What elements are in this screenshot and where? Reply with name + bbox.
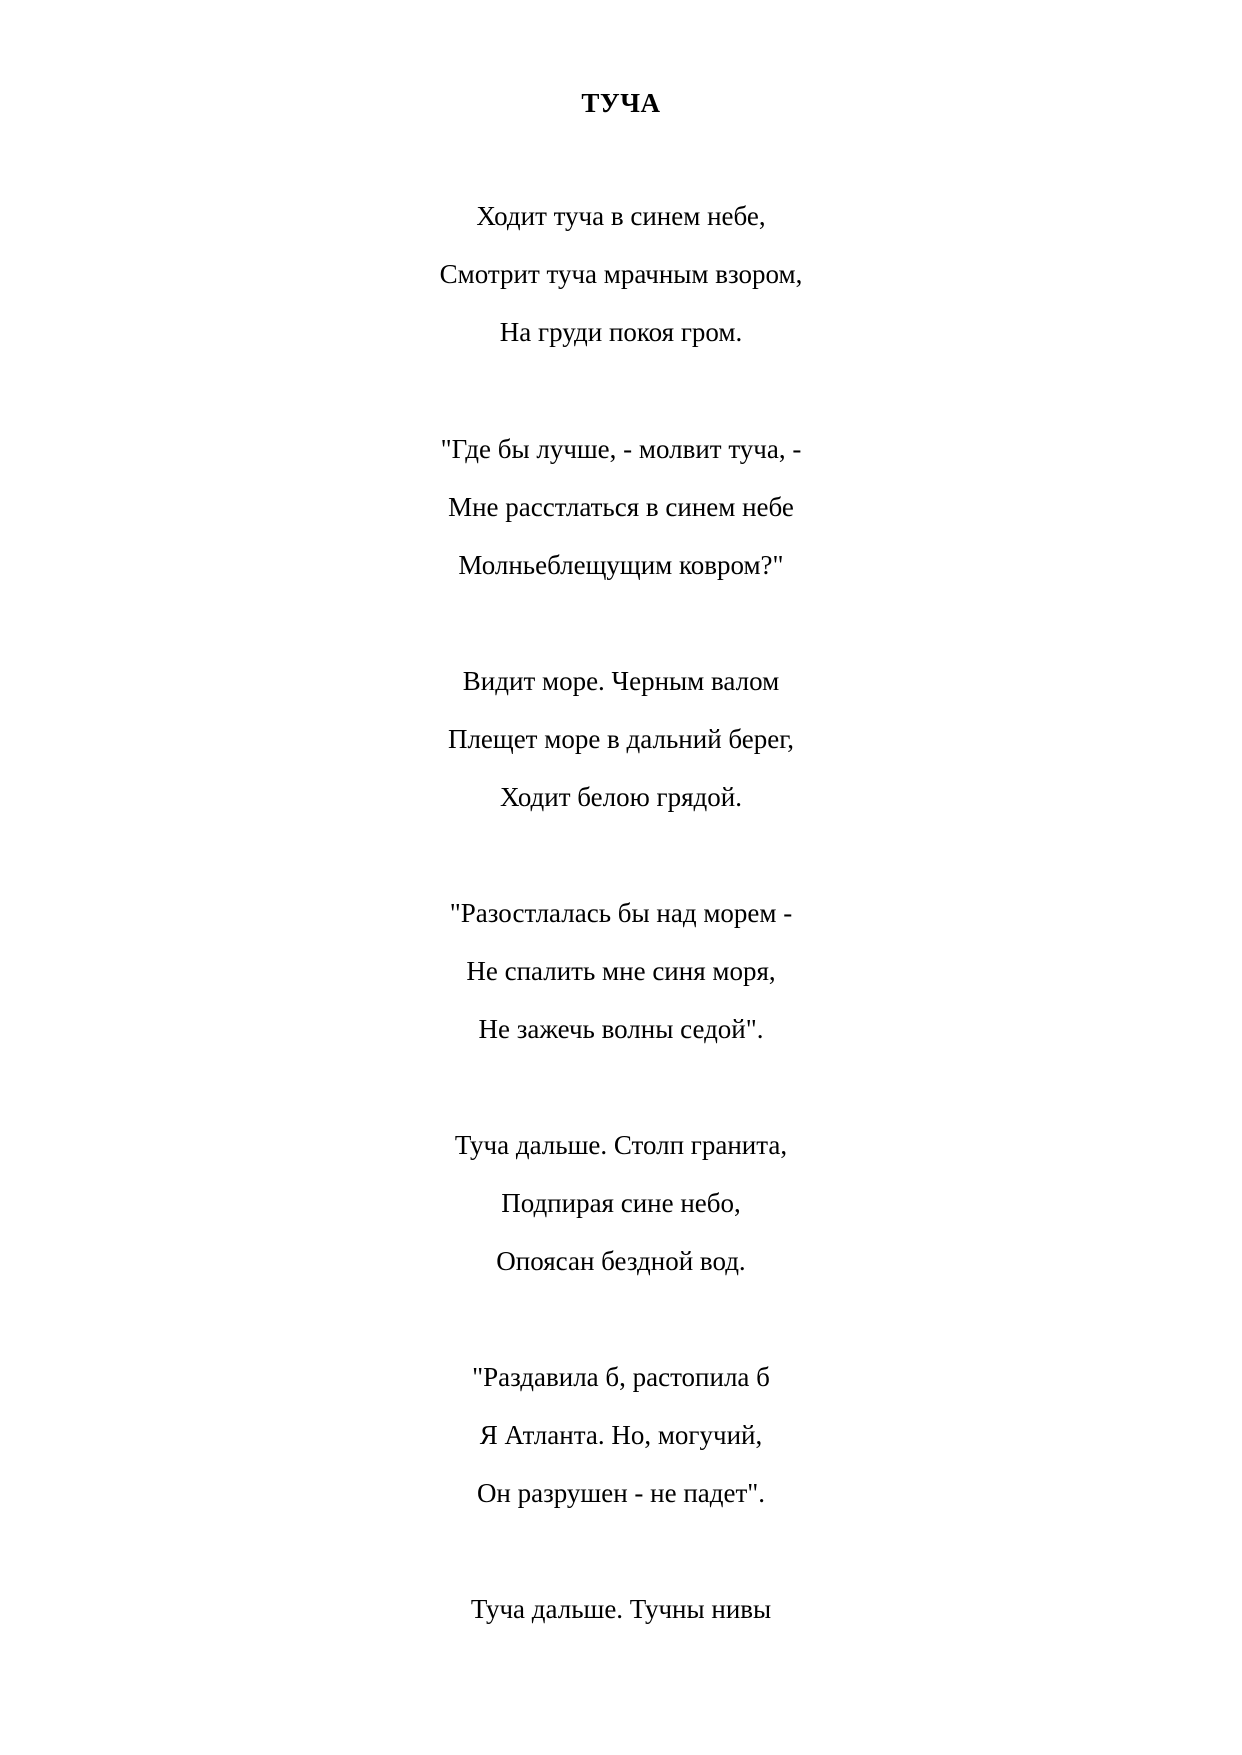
poem-line: "Где бы лучше, - молвит туча, - [440, 434, 802, 464]
poem-line: "Раздавила б, растопила б [472, 1362, 770, 1392]
poem-line: Смотрит туча мрачным взором, [439, 259, 803, 289]
poem-line: Ходит туча в синем небе, [476, 201, 766, 231]
poem-line: На груди покоя гром. [499, 317, 743, 347]
poem-line: "Разостлалась бы над морем - [449, 898, 793, 928]
poem-title: ТУЧА [581, 88, 661, 118]
poem-line: Не спалить мне синя моря, [466, 956, 776, 986]
poem-line: Видит море. Черным валом [462, 666, 780, 696]
poem-line: Мне расстлаться в синем небе [448, 492, 794, 522]
poem-line: Он разрушен - не падет". [476, 1478, 766, 1508]
poem-line: Молньеблещущим ковром?" [458, 550, 784, 580]
poem-line: Туча дальше. Столп гранита, [454, 1130, 788, 1160]
poem-line: Не зажечь волны седой". [478, 1014, 764, 1044]
poem-line: Опоясан бездной вод. [496, 1246, 746, 1276]
poem-line: Я Атланта. Но, могучий, [479, 1420, 763, 1450]
poem-line: Туча дальше. Тучны нивы [470, 1594, 772, 1624]
poem-line: Плещет море в дальний берег, [447, 724, 795, 754]
poem-line: Ходит белою грядой. [500, 782, 742, 812]
poem-line: Подпирая сине небо, [501, 1188, 741, 1218]
